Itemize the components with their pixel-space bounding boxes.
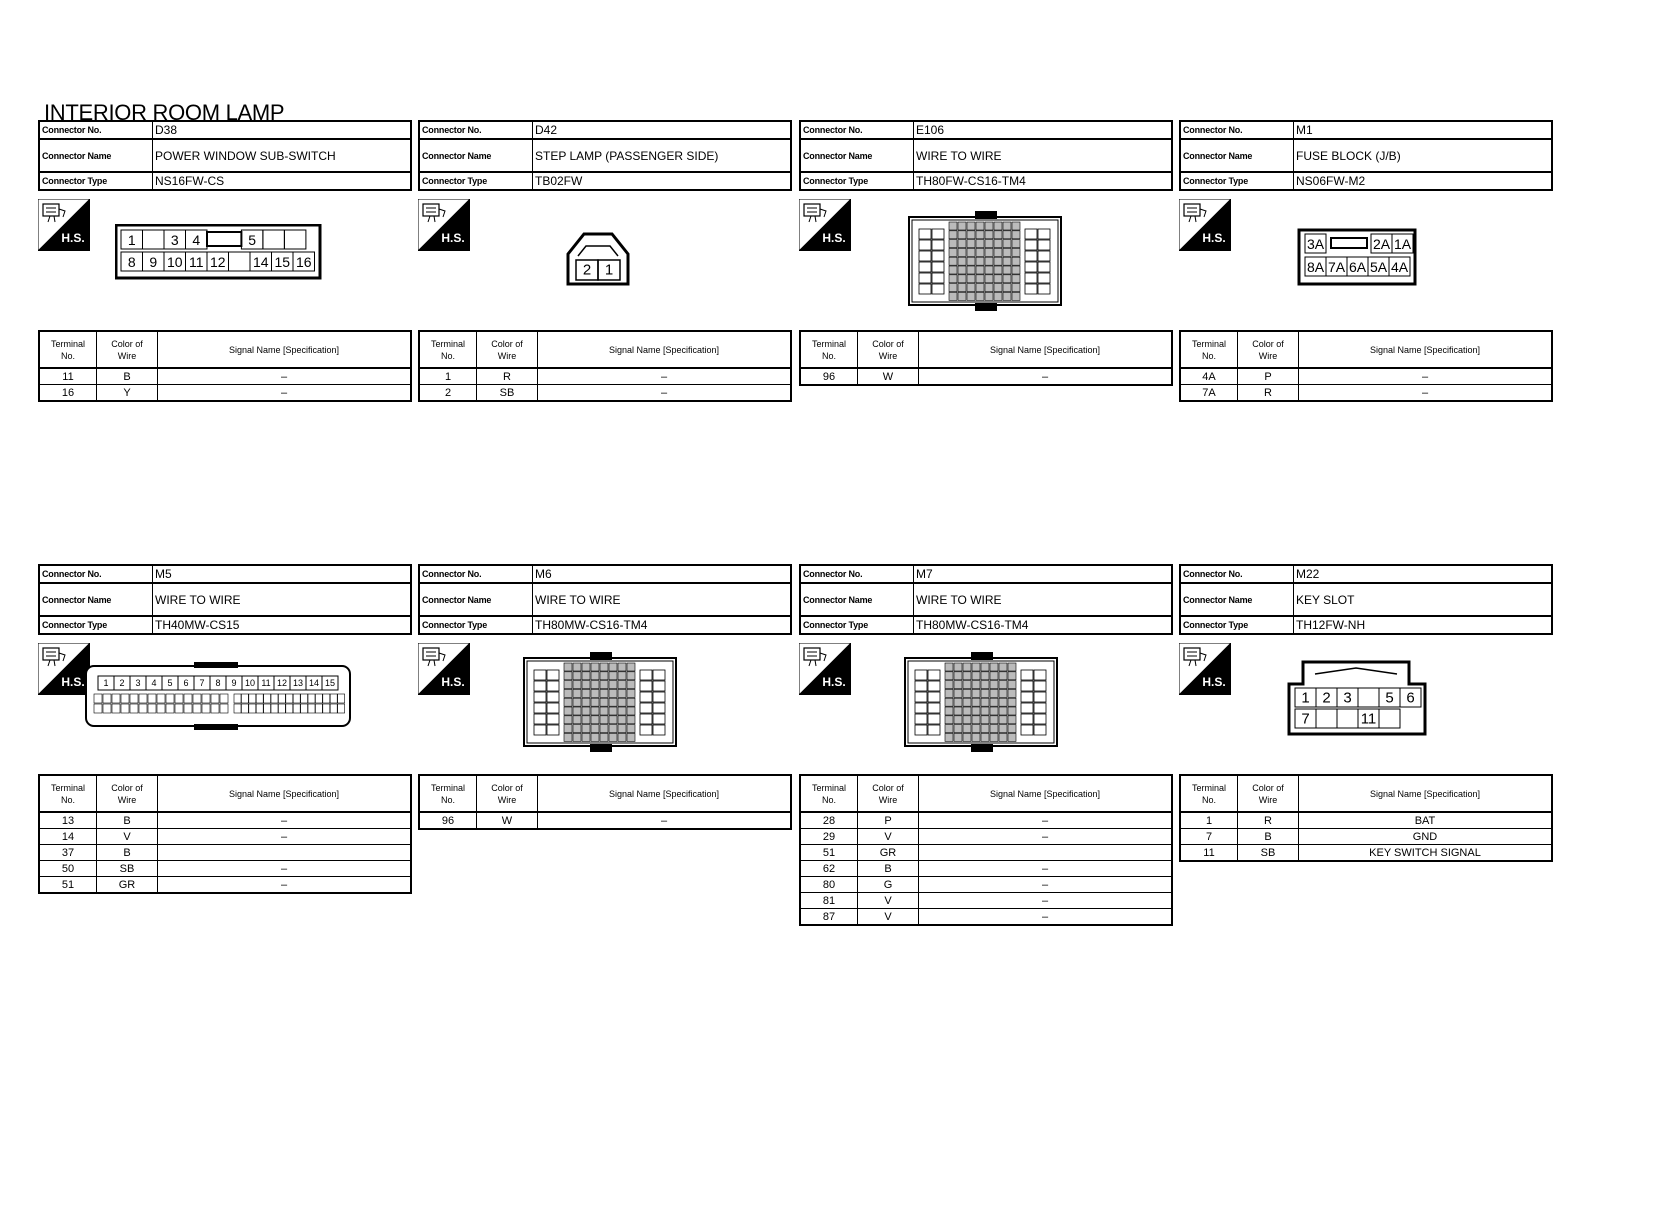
pin-label: 3	[170, 232, 179, 248]
connector-type-label: Connector Type	[1180, 616, 1294, 634]
pin-label: 5	[167, 678, 173, 688]
signal-name: –	[919, 812, 1173, 829]
connector-panel-e106	[799, 120, 1173, 383]
wire-color: P	[858, 812, 919, 829]
signal-name: –	[919, 829, 1173, 845]
wire-color: V	[97, 829, 158, 845]
terminal-no: 87	[800, 909, 858, 926]
pin-label: 9	[149, 254, 158, 270]
pin-label: 4A	[1390, 259, 1409, 275]
terminal-no: 62	[800, 861, 858, 877]
connector-panel-d42	[418, 120, 792, 399]
signal-name: KEY SWITCH SIGNAL	[1299, 845, 1553, 862]
wire-color: B	[1238, 829, 1299, 845]
connector-name-value: POWER WINDOW SUB-SWITCH	[153, 139, 412, 172]
pin-label: 2	[1322, 689, 1331, 707]
terminal-row	[419, 812, 791, 829]
pin-label: 4	[192, 232, 201, 248]
pin-label: 1	[127, 232, 136, 248]
connector-type-value: TH80MW-CS16-TM4	[914, 616, 1173, 634]
pin-label: 12	[209, 254, 226, 270]
terminal-row	[1180, 385, 1552, 402]
connector-no-value: M6	[533, 565, 792, 583]
terminal-no: 7	[1180, 829, 1238, 845]
connector-face	[115, 224, 325, 286]
terminal-no: 4A	[1180, 368, 1238, 385]
connector-no-label: Connector No.	[419, 121, 533, 139]
terminal-no: 1	[1180, 812, 1238, 829]
pin-label: 13	[292, 678, 304, 688]
terminal-no: 16	[39, 385, 97, 402]
pin-label: 10	[244, 678, 256, 688]
connector-header-table	[799, 120, 1173, 191]
pin-label: 8	[215, 678, 221, 688]
connector-type-label: Connector Type	[419, 172, 533, 190]
connector-type-label: Connector Type	[39, 616, 153, 634]
color-of-wire-header: Color of Wire	[477, 775, 538, 812]
pin-label: 7	[199, 678, 205, 688]
color-of-wire-header: Color of Wire	[858, 775, 919, 812]
terminal-row	[39, 877, 411, 894]
pin-label: 15	[324, 678, 336, 688]
pin-label: 7	[1301, 710, 1310, 728]
pin-label: 2	[582, 261, 592, 279]
connector-no-value: M7	[914, 565, 1173, 583]
wire-color: SB	[1238, 845, 1299, 862]
color-of-wire-header: Color of Wire	[97, 775, 158, 812]
wire-color: P	[1238, 368, 1299, 385]
terminal-table	[1179, 330, 1553, 402]
pin-label: 5	[1385, 689, 1394, 707]
connector-name-value: WIRE TO WIRE	[914, 583, 1173, 616]
terminal-no: 28	[800, 812, 858, 829]
terminal-row	[39, 812, 411, 829]
color-of-wire-header: Color of Wire	[1238, 775, 1299, 812]
connector-no-value: D42	[533, 121, 792, 139]
pin-label: 1	[604, 261, 614, 279]
wire-color: B	[97, 845, 158, 861]
hs-label: H.S.	[441, 675, 465, 689]
pin-label: 7A	[1327, 259, 1346, 275]
terminal-row	[1180, 368, 1552, 385]
terminal-table	[418, 774, 792, 830]
wire-color: R	[477, 368, 538, 385]
terminal-no-header: Terminal No.	[419, 775, 477, 812]
wire-color: B	[97, 812, 158, 829]
connector-type-label: Connector Type	[800, 616, 914, 634]
terminal-no-header: Terminal No.	[1180, 775, 1238, 812]
connector-name-value: WIRE TO WIRE	[153, 583, 412, 616]
pin-label: 2	[119, 678, 125, 688]
wire-color: W	[477, 812, 538, 829]
terminal-row	[800, 845, 1172, 861]
connector-name-label: Connector Name	[800, 139, 914, 172]
wire-color: V	[858, 893, 919, 909]
pin-label: 11	[188, 254, 204, 270]
signal-name	[158, 845, 412, 861]
wire-color: R	[1238, 812, 1299, 829]
pin-label: 14	[252, 254, 269, 270]
connector-face	[84, 660, 354, 732]
signal-name-header: Signal Name [Specification]	[158, 331, 412, 368]
signal-name: –	[538, 368, 792, 385]
connector-type-label: Connector Type	[419, 616, 533, 634]
connector-name-value: FUSE BLOCK (J/B)	[1294, 139, 1553, 172]
connector-no-value: E106	[914, 121, 1173, 139]
pin-label: 8	[127, 254, 136, 270]
wire-color: SB	[97, 861, 158, 877]
connector-header-table	[418, 564, 792, 635]
hs-label: H.S.	[1202, 675, 1226, 689]
pin-label: 11	[1360, 710, 1377, 728]
terminal-no: 14	[39, 829, 97, 845]
signal-name: –	[919, 861, 1173, 877]
pin-label: 1	[1301, 689, 1310, 707]
signal-name	[919, 845, 1173, 861]
terminal-table	[799, 330, 1173, 386]
hs-label: H.S.	[822, 675, 846, 689]
connector-no-value: M1	[1294, 121, 1553, 139]
signal-name-header: Signal Name [Specification]	[1299, 331, 1553, 368]
wire-color: R	[1238, 385, 1299, 402]
pin-label: 3A	[1306, 236, 1325, 252]
pin-label: 6	[183, 678, 189, 688]
connector-type-value: TH80FW-CS16-TM4	[914, 172, 1173, 190]
connector-type-value: TB02FW	[533, 172, 792, 190]
terminal-no: 7A	[1180, 385, 1238, 402]
connector-name-label: Connector Name	[419, 583, 533, 616]
hs-label: H.S.	[1202, 231, 1226, 245]
signal-name: GND	[1299, 829, 1553, 845]
color-of-wire-header: Color of Wire	[97, 331, 158, 368]
connector-no-label: Connector No.	[39, 565, 153, 583]
pin-label: 2A	[1372, 236, 1391, 252]
connector-face	[907, 209, 1065, 311]
connector-no-value: D38	[153, 121, 412, 139]
connector-name-value: STEP LAMP (PASSENGER SIDE)	[533, 139, 792, 172]
pin-label: 12	[276, 678, 288, 688]
terminal-table	[38, 330, 412, 402]
connector-name-label: Connector Name	[419, 139, 533, 172]
connector-type-label: Connector Type	[800, 172, 914, 190]
connector-face	[1297, 224, 1427, 290]
connector-name-value: WIRE TO WIRE	[533, 583, 792, 616]
hs-label: H.S.	[61, 675, 85, 689]
pin-label: 5A	[1369, 259, 1388, 275]
terminal-no-header: Terminal No.	[1180, 331, 1238, 368]
terminal-no-header: Terminal No.	[800, 331, 858, 368]
signal-name: –	[538, 385, 792, 402]
terminal-table	[799, 774, 1173, 926]
harness-side-icon	[799, 199, 851, 251]
pin-label: 3	[1343, 689, 1352, 707]
terminal-row	[1180, 845, 1552, 862]
connector-panel-m7	[799, 564, 1173, 923]
terminal-row	[800, 812, 1172, 829]
connector-no-value: M22	[1294, 565, 1553, 583]
pin-label: 15	[274, 254, 291, 270]
wire-color: B	[858, 861, 919, 877]
terminal-no: 11	[39, 368, 97, 385]
terminal-table	[38, 774, 412, 894]
hs-label: H.S.	[822, 231, 846, 245]
connector-panel-m6	[418, 564, 792, 827]
connector-no-label: Connector No.	[419, 565, 533, 583]
page-title: INTERIOR ROOM LAMP	[44, 100, 285, 125]
pin-label: 4	[151, 678, 157, 688]
signal-name-header: Signal Name [Specification]	[158, 775, 412, 812]
connector-type-value: NS16FW-CS	[153, 172, 412, 190]
connector-panel-d38	[38, 120, 412, 399]
signal-name-header: Signal Name [Specification]	[538, 331, 792, 368]
connector-name-value: WIRE TO WIRE	[914, 139, 1173, 172]
connector-no-value: M5	[153, 565, 412, 583]
terminal-table	[418, 330, 792, 402]
pin-label: 9	[231, 678, 237, 688]
pin-label: 1	[103, 678, 109, 688]
connector-type-value: NS06FW-M2	[1294, 172, 1553, 190]
connector-type-value: TH80MW-CS16-TM4	[533, 616, 792, 634]
signal-name: –	[919, 368, 1173, 385]
signal-name-header: Signal Name [Specification]	[538, 775, 792, 812]
terminal-row	[39, 368, 411, 385]
terminal-no: 51	[800, 845, 858, 861]
connector-panel-m22	[1179, 564, 1553, 859]
signal-name: –	[919, 893, 1173, 909]
pin-label: 11	[261, 678, 271, 688]
terminal-no: 37	[39, 845, 97, 861]
signal-name: –	[919, 877, 1173, 893]
harness-side-icon	[38, 643, 90, 695]
wire-color: G	[858, 877, 919, 893]
harness-side-icon	[1179, 643, 1231, 695]
terminal-no-header: Terminal No.	[419, 331, 477, 368]
connector-no-label: Connector No.	[1180, 565, 1294, 583]
terminal-row	[800, 829, 1172, 845]
harness-side-icon	[418, 643, 470, 695]
signal-name-header: Signal Name [Specification]	[919, 331, 1173, 368]
connector-name-label: Connector Name	[800, 583, 914, 616]
pin-label: 8A	[1306, 259, 1325, 275]
signal-name: –	[919, 909, 1173, 926]
connector-type-value: TH40MW-CS15	[153, 616, 412, 634]
terminal-row	[800, 861, 1172, 877]
terminal-row	[39, 861, 411, 877]
pin-label: 6	[1406, 689, 1415, 707]
connector-type-value: TH12FW-NH	[1294, 616, 1553, 634]
connector-no-label: Connector No.	[39, 121, 153, 139]
signal-name: –	[1299, 385, 1553, 402]
connector-header-table	[1179, 564, 1553, 635]
terminal-row	[800, 909, 1172, 926]
wire-color: B	[97, 368, 158, 385]
connector-header-table	[418, 120, 792, 191]
harness-side-icon	[418, 199, 470, 251]
color-of-wire-header: Color of Wire	[477, 331, 538, 368]
hs-label: H.S.	[61, 231, 85, 245]
pin-label: 14	[308, 678, 320, 688]
terminal-no-header: Terminal No.	[39, 775, 97, 812]
terminal-no: 81	[800, 893, 858, 909]
harness-side-icon	[1179, 199, 1231, 251]
terminal-row	[1180, 829, 1552, 845]
color-of-wire-header: Color of Wire	[1238, 331, 1299, 368]
connector-header-table	[38, 120, 412, 191]
terminal-no: 2	[419, 385, 477, 402]
terminal-row	[800, 368, 1172, 385]
signal-name: –	[158, 877, 412, 894]
signal-name-header: Signal Name [Specification]	[1299, 775, 1553, 812]
wire-color: SB	[477, 385, 538, 402]
connector-no-label: Connector No.	[800, 121, 914, 139]
signal-name: –	[158, 385, 412, 402]
signal-name-header: Signal Name [Specification]	[919, 775, 1173, 812]
terminal-no: 11	[1180, 845, 1238, 862]
signal-name: BAT	[1299, 812, 1553, 829]
terminal-no: 13	[39, 812, 97, 829]
terminal-no: 29	[800, 829, 858, 845]
terminal-table	[1179, 774, 1553, 862]
pin-label: 5	[248, 232, 257, 248]
terminal-no: 80	[800, 877, 858, 893]
harness-side-icon	[799, 643, 851, 695]
terminal-no-header: Terminal No.	[39, 331, 97, 368]
connector-panel-m5	[38, 564, 412, 891]
terminal-row	[800, 893, 1172, 909]
connector-face	[564, 230, 634, 290]
wire-color: Y	[97, 385, 158, 402]
terminal-row	[419, 368, 791, 385]
pin-label: 16	[295, 254, 312, 270]
pin-label: 3	[135, 678, 141, 688]
wire-color: W	[858, 368, 919, 385]
connector-name-label: Connector Name	[39, 139, 153, 172]
signal-name: –	[158, 368, 412, 385]
signal-name: –	[158, 829, 412, 845]
terminal-row	[800, 877, 1172, 893]
terminal-no: 1	[419, 368, 477, 385]
connector-no-label: Connector No.	[800, 565, 914, 583]
signal-name: –	[158, 812, 412, 829]
terminal-row	[39, 385, 411, 402]
wire-color: V	[858, 829, 919, 845]
connector-panel-m1	[1179, 120, 1553, 399]
signal-name: –	[158, 861, 412, 877]
terminal-no-header: Terminal No.	[800, 775, 858, 812]
terminal-no: 51	[39, 877, 97, 894]
connector-name-label: Connector Name	[1180, 139, 1294, 172]
wire-color: GR	[858, 845, 919, 861]
pin-label: 10	[166, 254, 183, 270]
connector-face	[903, 650, 1061, 752]
connector-type-label: Connector Type	[39, 172, 153, 190]
terminal-row	[39, 829, 411, 845]
terminal-no: 96	[800, 368, 858, 385]
connector-name-label: Connector Name	[39, 583, 153, 616]
connector-no-label: Connector No.	[1180, 121, 1294, 139]
terminal-no: 96	[419, 812, 477, 829]
terminal-no: 50	[39, 861, 97, 877]
color-of-wire-header: Color of Wire	[858, 331, 919, 368]
signal-name: –	[538, 812, 792, 829]
terminal-row	[1180, 812, 1552, 829]
connector-header-table	[38, 564, 412, 635]
connector-name-label: Connector Name	[1180, 583, 1294, 616]
wire-color: V	[858, 909, 919, 926]
pin-label: 6A	[1348, 259, 1367, 275]
connector-header-table	[799, 564, 1173, 635]
hs-label: H.S.	[441, 231, 465, 245]
signal-name: –	[1299, 368, 1553, 385]
connector-name-value: KEY SLOT	[1294, 583, 1553, 616]
connector-header-table	[1179, 120, 1553, 191]
terminal-row	[39, 845, 411, 861]
connector-type-label: Connector Type	[1180, 172, 1294, 190]
harness-side-icon	[38, 199, 90, 251]
connector-face	[1285, 658, 1435, 738]
pin-label: 1A	[1393, 236, 1412, 252]
terminal-row	[419, 385, 791, 402]
connector-face	[522, 650, 680, 752]
wire-color: GR	[97, 877, 158, 894]
